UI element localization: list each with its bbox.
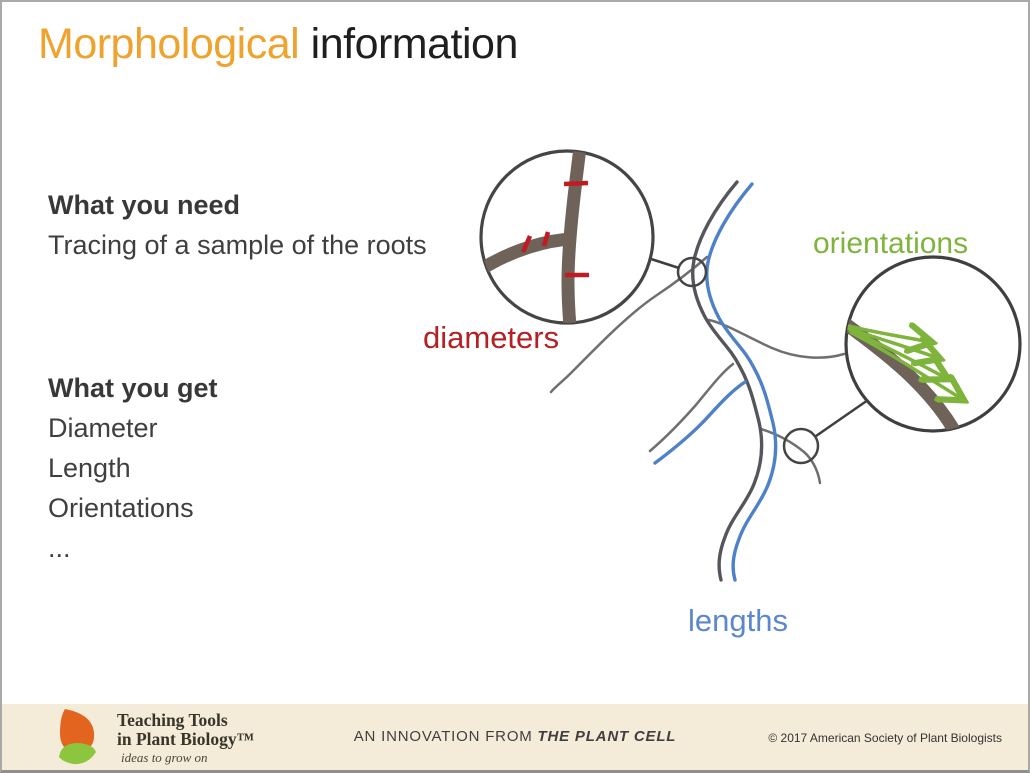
list-item: Orientations xyxy=(48,493,194,523)
list-item: Length xyxy=(48,453,131,483)
root-trace-main xyxy=(693,182,762,580)
what-you-need-heading: What you need xyxy=(48,190,241,220)
connector-line-orientations xyxy=(816,400,868,436)
innovation-credit-brand: THE PLANT CELL xyxy=(537,728,677,745)
logo-tagline: ideas to grow on xyxy=(121,750,208,765)
list-item: Diameter xyxy=(48,413,158,443)
what-you-need-body: Tracing of a sample of the roots xyxy=(48,230,427,260)
logo-line1: Teaching Tools xyxy=(117,710,228,730)
label-orientations: orientations xyxy=(813,227,969,260)
title-highlight: Morphological xyxy=(38,20,300,68)
logo-line2: in Plant Biology™ xyxy=(117,729,255,749)
list-item: ... xyxy=(48,533,71,563)
root-tracing-diagram xyxy=(2,2,1030,773)
diameter-tick xyxy=(564,183,588,184)
label-lengths: lengths xyxy=(688,603,788,638)
branch-trace-lower-left xyxy=(650,364,733,451)
length-trace-main xyxy=(707,184,776,580)
zoom-target-circle-orientations xyxy=(784,429,818,463)
title-rest: information xyxy=(299,20,518,68)
copyright-notice: © 2017 American Society of Plant Biologists xyxy=(768,731,1002,745)
length-trace-branch xyxy=(655,382,745,463)
innovation-credit-prefix: AN INNOVATION FROM xyxy=(353,728,538,745)
connector-line-diameters xyxy=(651,259,679,268)
what-you-get-heading: What you get xyxy=(48,373,218,403)
footer-bar xyxy=(2,704,1028,770)
label-diameters: diameters xyxy=(423,320,560,355)
